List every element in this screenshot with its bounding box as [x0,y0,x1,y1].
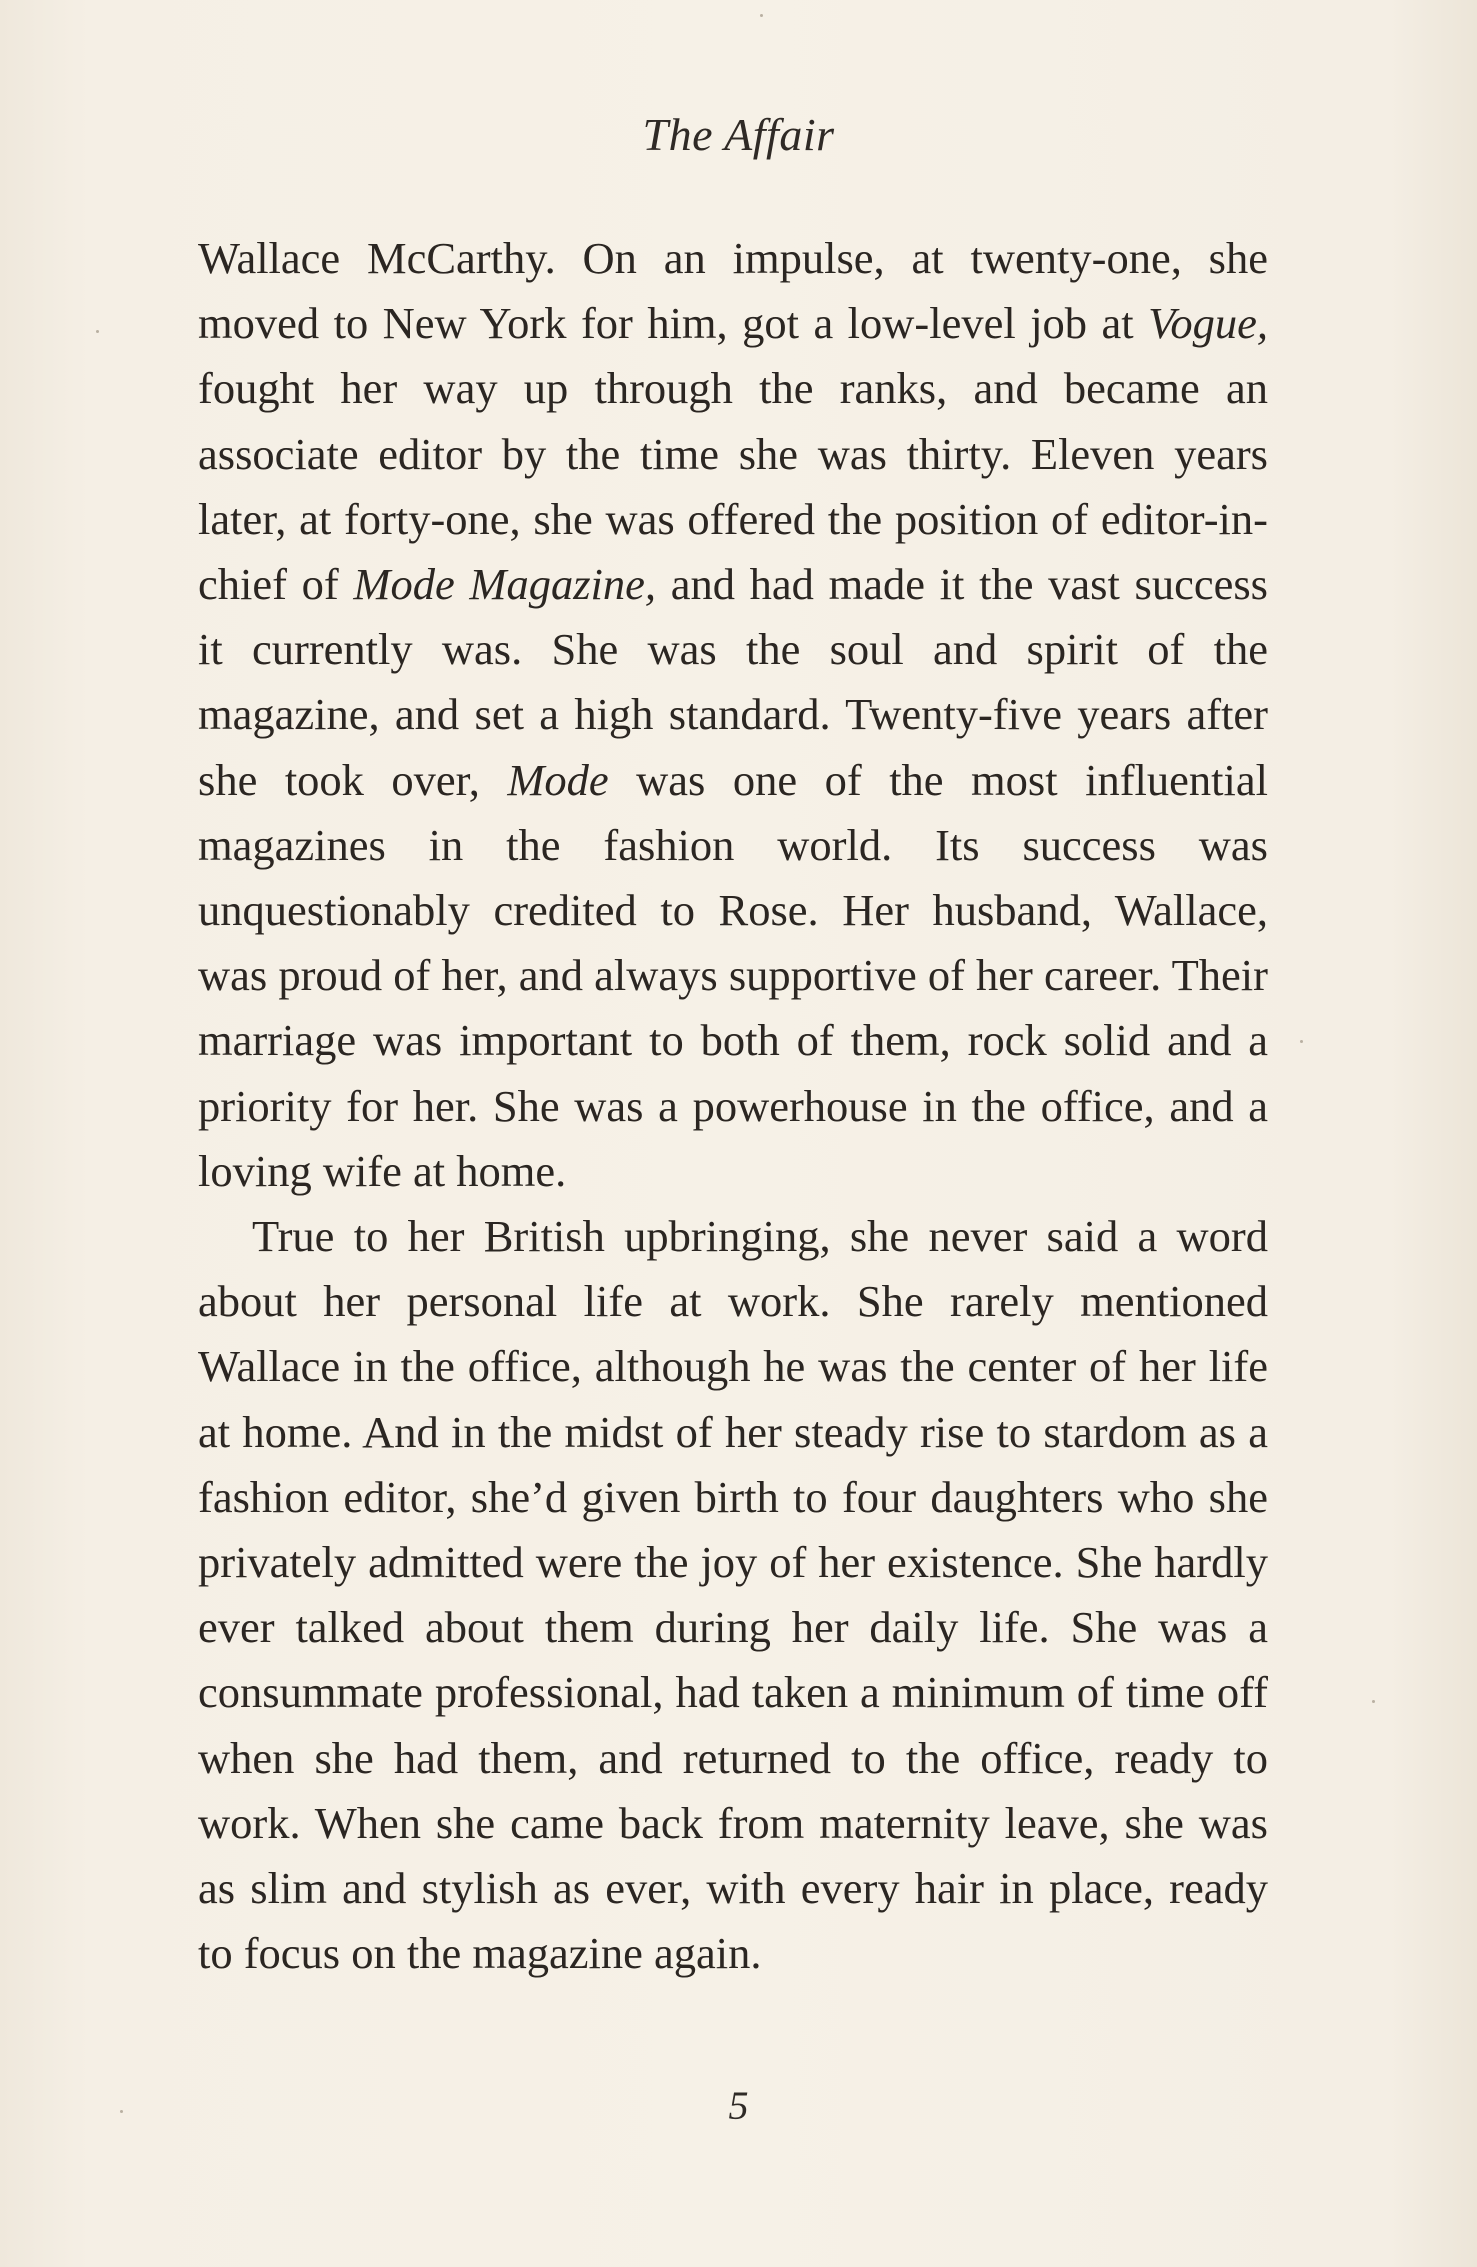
paper-speck [120,2110,123,2113]
text-run: Wallace McCarthy. On an impulse, at twenty-one, she moved to New York for him, got a low-level job at [198,233,1268,349]
italic-text-run: Vogue, [1148,298,1268,349]
text-run: was one of the most influential magazines in the fashion world. Its success was unquestionably credited to Rose. Her husband, Wallace, was proud of her, and always supportive of her career. Their marriage was important to both of them, rock solid and a priority for her. She was a powerhouse in the office, and a loving wife at home. [198,754,1268,1196]
italic-text-run: Mode [507,754,609,805]
text-run: fought her way up through the ranks, and became an associate editor by the time she was thirty. Eleven years later, at forty-one, she was offered the position of editor-in-chief of [198,363,1268,610]
body-text [198,226,1268,1986]
text-run: and had made it the vast success it currently was. She was the soul and spirit of the magazine, and set a high standard. Twenty-five years after she took over, [198,559,1268,805]
paper-speck [96,330,99,333]
paragraph-1 [198,226,1268,1204]
page-number: 5 [728,2083,749,2128]
paper-speck [760,14,763,17]
paper-speck [1300,1040,1303,1043]
text-run: True to her British upbringing, she never said a word about her personal life at work. She rarely mentioned Wallace in the office, although he was the center of her life at home. And in the midst of her steady rise to stardom as a fashion editor, she’d given birth to four daughters who she privately admitted were the joy of her existence. She hardly ever talked about them during her daily life. She was a consummate professional, had taken a minimum of time off when she had them, and returned to the office, ready to work. When she came back from maternity leave, she was as slim and stylish as ever, with every hair in place, ready to focus on the magazine again. [198,1211,1268,1979]
running-head: The Affair [642,109,835,160]
italic-text-run: Mode Magazine, [353,559,657,610]
paper-speck [1372,1700,1375,1703]
paragraph-2 [198,1204,1268,1986]
